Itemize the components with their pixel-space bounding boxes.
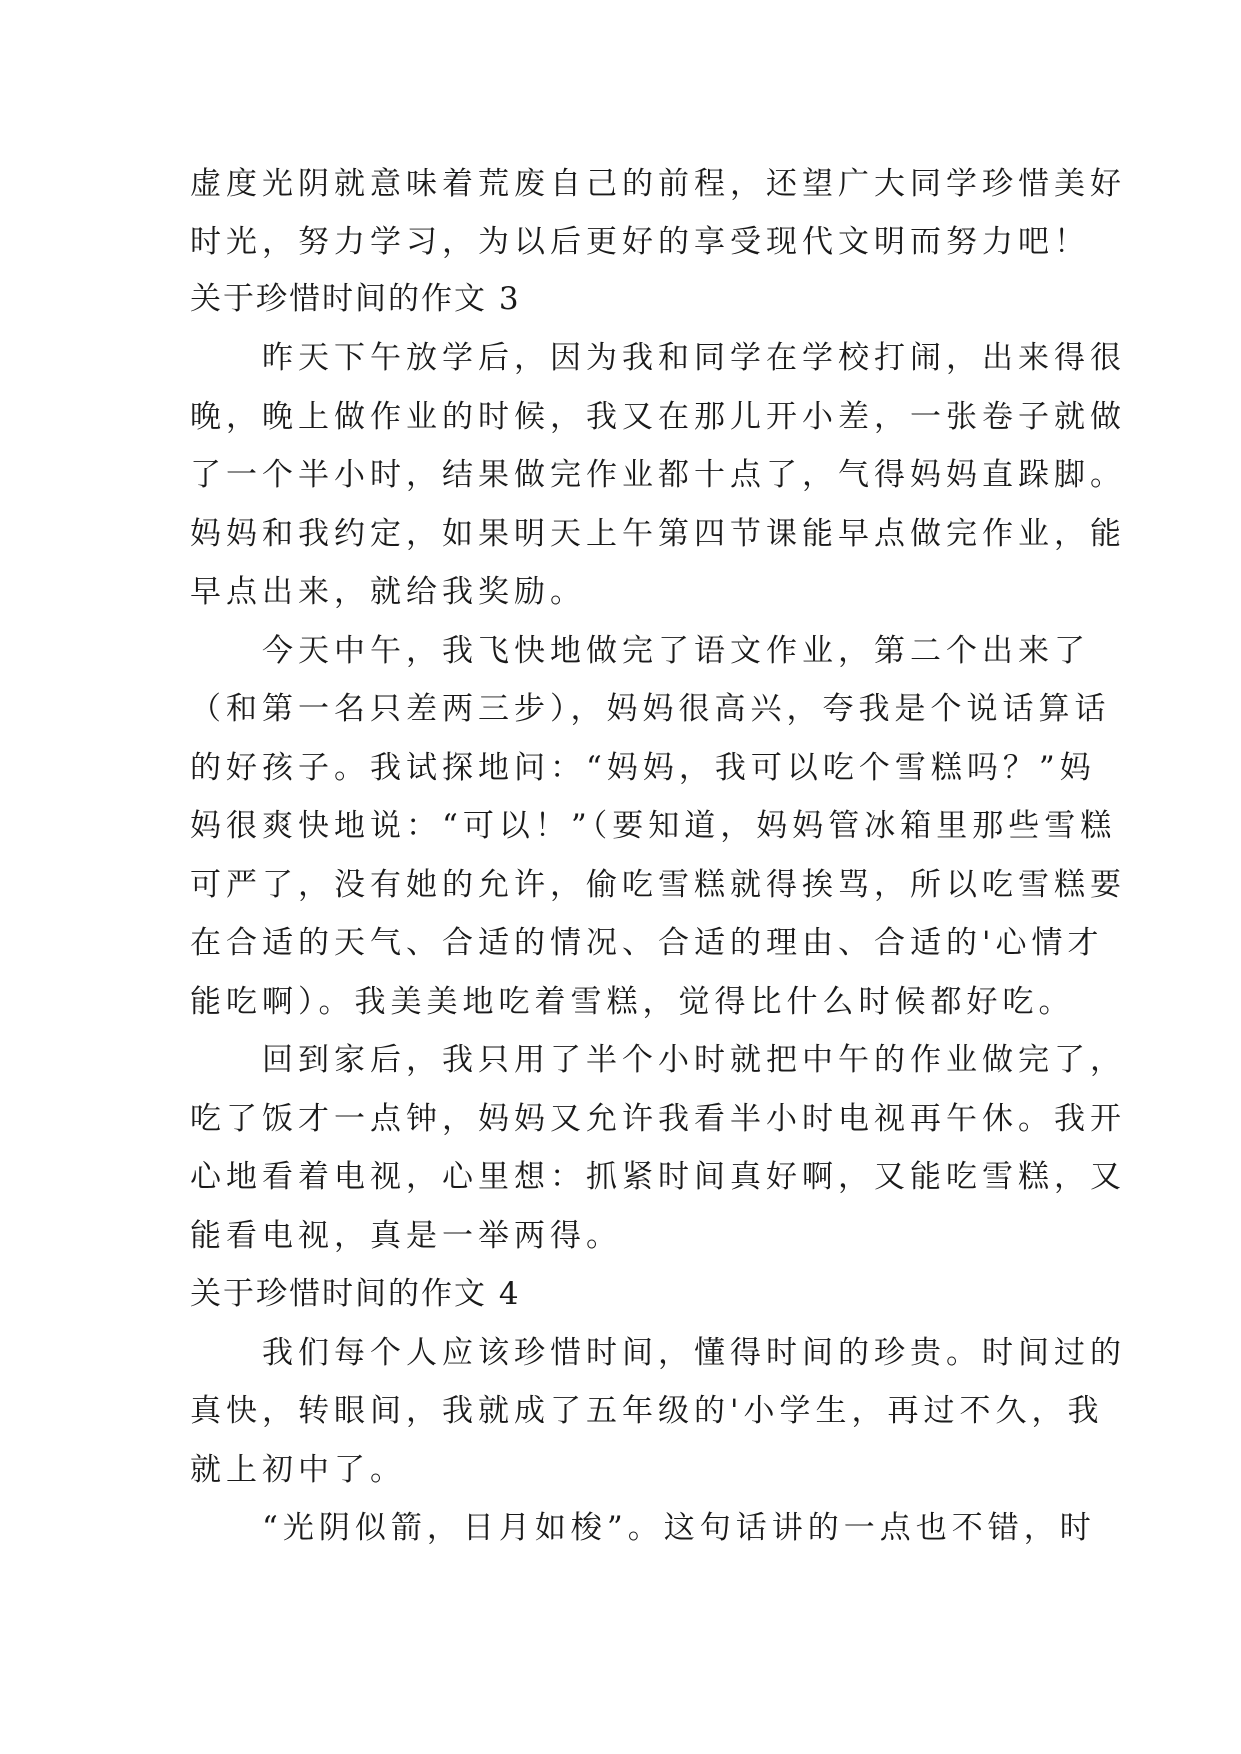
paragraph-line: 就上初中了。 <box>190 1452 406 1488</box>
paragraph-line: “光阴似箭，日月如梭”。这句话讲的一点也不错，时 <box>190 1510 1096 1546</box>
paragraph-line: 妈很爽快地说：“可以！”（要知道，妈妈管冰箱里那些雪糕 <box>190 808 1117 844</box>
paragraph-line: 今天中午，我飞快地做完了语文作业，第二个出来了 <box>190 633 1090 669</box>
paragraph-line: 妈妈和我约定，如果明天上午第四节课能早点做完作业，能 <box>190 516 1126 552</box>
paragraph-line: 晚，晚上做作业的时候，我又在那儿开小差，一张卷子就做 <box>190 399 1126 435</box>
paragraph-line: 能看电视，真是一举两得。 <box>190 1218 622 1254</box>
paragraph-line: 能吃啊）。我美美地吃着雪糕，觉得比什么时候都好吃。 <box>190 984 1075 1020</box>
paragraph-line: 在合适的天气、合适的情况、合适的理由、合适的'心情才 <box>190 925 1104 961</box>
section-heading: 关于珍惜时间的作文 4 <box>190 1276 521 1312</box>
paragraph-line: 时光，努力学习，为以后更好的享受现代文明而努力吧！ <box>190 224 1090 260</box>
paragraph-line: 早点出来，就给我奖励。 <box>190 574 586 610</box>
paragraph-line: 的好孩子。我试探地问：“妈妈，我可以吃个雪糕吗？”妈 <box>190 750 1096 786</box>
paragraph-line: 真快，转眼间，我就成了五年级的'小学生，再过不久，我 <box>190 1393 1104 1429</box>
paragraph-line: 可严了，没有她的允许，偷吃雪糕就得挨骂，所以吃雪糕要 <box>190 867 1126 903</box>
section-heading: 关于珍惜时间的作文 3 <box>190 281 521 317</box>
paragraph-line: 了一个半小时，结果做完作业都十点了，气得妈妈直跺脚。 <box>190 457 1126 493</box>
paragraph-line: （和第一名只差两三步），妈妈很高兴，夸我是个说话算话 <box>190 691 1111 727</box>
paragraph-line: 吃了饭才一点钟，妈妈又允许我看半小时电视再午休。我开 <box>190 1101 1126 1137</box>
paragraph-line: 虚度光阴就意味着荒废自己的前程，还望广大同学珍惜美好 <box>190 166 1126 202</box>
paragraph-line: 昨天下午放学后，因为我和同学在学校打闹，出来得很 <box>190 340 1126 376</box>
paragraph-line: 我们每个人应该珍惜时间，懂得时间的珍贵。时间过的 <box>190 1335 1126 1371</box>
paragraph-line: 心地看着电视，心里想：抓紧时间真好啊，又能吃雪糕，又 <box>190 1159 1126 1195</box>
paragraph-line: 回到家后，我只用了半个小时就把中午的作业做完了， <box>190 1042 1126 1078</box>
